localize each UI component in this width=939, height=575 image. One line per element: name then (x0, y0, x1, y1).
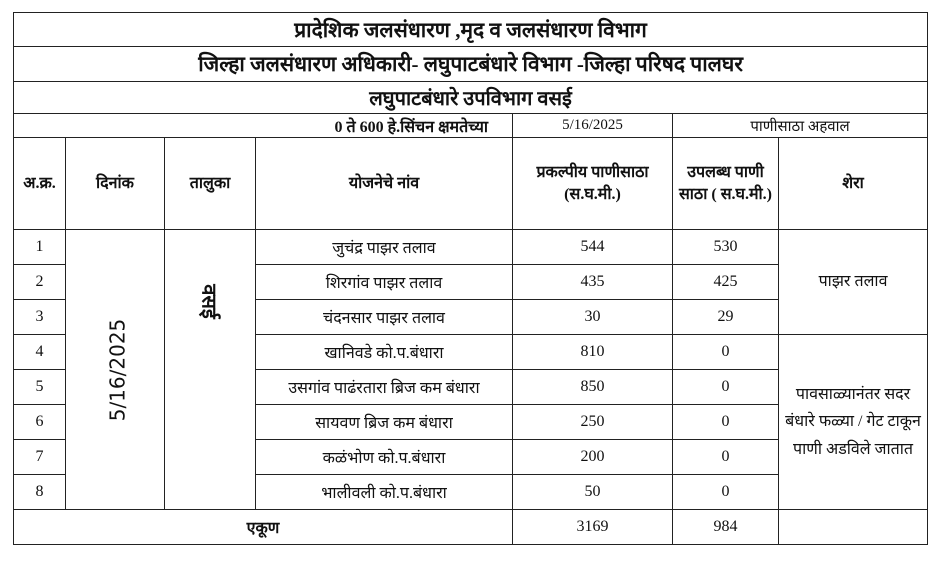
available-cell: 0 (673, 335, 779, 370)
total-remarks-empty (779, 510, 928, 545)
available-cell: 530 (673, 230, 779, 265)
sr-cell: 3 (14, 300, 66, 335)
report-date: 5/16/2025 (513, 114, 673, 138)
capacity-label: 0 ते 600 हे.सिंचन क्षमतेच्या (14, 114, 513, 138)
title-subdivision: लघुपाटबंधारे उपविभाग वसई (14, 82, 928, 114)
remarks-group-1: पाझर तलाव (779, 230, 928, 335)
sr-cell: 7 (14, 440, 66, 475)
design-cell: 200 (513, 440, 673, 475)
col-sr: अ.क्र. (14, 138, 66, 230)
total-available: 984 (673, 510, 779, 545)
scheme-cell: उसगांव पाढंरतारा ब्रिज कम बंधारा (256, 370, 513, 405)
table-row (14, 230, 928, 265)
col-design-storage: प्रकल्पीय पाणीसाठा (स.घ.मी.) (513, 138, 673, 230)
design-cell: 250 (513, 405, 673, 440)
available-cell: 425 (673, 265, 779, 300)
col-remarks: शेरा (779, 138, 928, 230)
available-cell: 0 (673, 475, 779, 510)
title-department: प्रादेशिक जलसंधारण ,मृद व जलसंधारण विभाग (14, 13, 928, 47)
total-design: 3169 (513, 510, 673, 545)
scheme-cell: शिरगांव पाझर तलाव (256, 265, 513, 300)
col-available-storage: उपलब्ध पाणी साठा ( स.घ.मी.) (673, 138, 779, 230)
total-label: एकूण (14, 510, 513, 545)
design-cell: 435 (513, 265, 673, 300)
design-cell: 850 (513, 370, 673, 405)
col-taluka: तालुका (165, 138, 256, 230)
available-cell: 0 (673, 405, 779, 440)
report-title: पाणीसाठा अहवाल (673, 114, 928, 138)
design-cell: 50 (513, 475, 673, 510)
sr-cell: 2 (14, 265, 66, 300)
column-headers (14, 138, 928, 230)
design-cell: 30 (513, 300, 673, 335)
available-cell: 0 (673, 440, 779, 475)
scheme-cell: सायवण ब्रिज कम बंधारा (256, 405, 513, 440)
remarks-group-2: पावसाळ्यानंतर सदर बंधारे फळ्या / गेट टाकून पाणी अडविले जातात (779, 335, 928, 510)
title-district-office: जिल्हा जलसंधारण अधिकारी- लघुपाटबंधारे विभाग -जिल्हा परिषद पालघर (14, 47, 928, 82)
merged-date-cell: 5/16/2025 (66, 230, 165, 510)
sr-cell: 4 (14, 335, 66, 370)
total-row (14, 510, 928, 545)
sr-cell: 6 (14, 405, 66, 440)
design-cell: 810 (513, 335, 673, 370)
merged-taluka-cell: वसई (165, 230, 256, 510)
sr-cell: 5 (14, 370, 66, 405)
scheme-cell: कळंभोण को.प.बंधारा (256, 440, 513, 475)
design-cell: 544 (513, 230, 673, 265)
sr-cell: 1 (14, 230, 66, 265)
available-cell: 29 (673, 300, 779, 335)
col-scheme: योजनेचे नांव (256, 138, 513, 230)
water-storage-report-table (13, 12, 928, 545)
scheme-cell: खानिवडे को.प.बंधारा (256, 335, 513, 370)
scheme-cell: चंदनसार पाझर तलाव (256, 300, 513, 335)
available-cell: 0 (673, 370, 779, 405)
sr-cell: 8 (14, 475, 66, 510)
col-date: दिनांक (66, 138, 165, 230)
scheme-cell: भालीवली को.प.बंधारा (256, 475, 513, 510)
scheme-cell: जुचंद्र पाझर तलाव (256, 230, 513, 265)
